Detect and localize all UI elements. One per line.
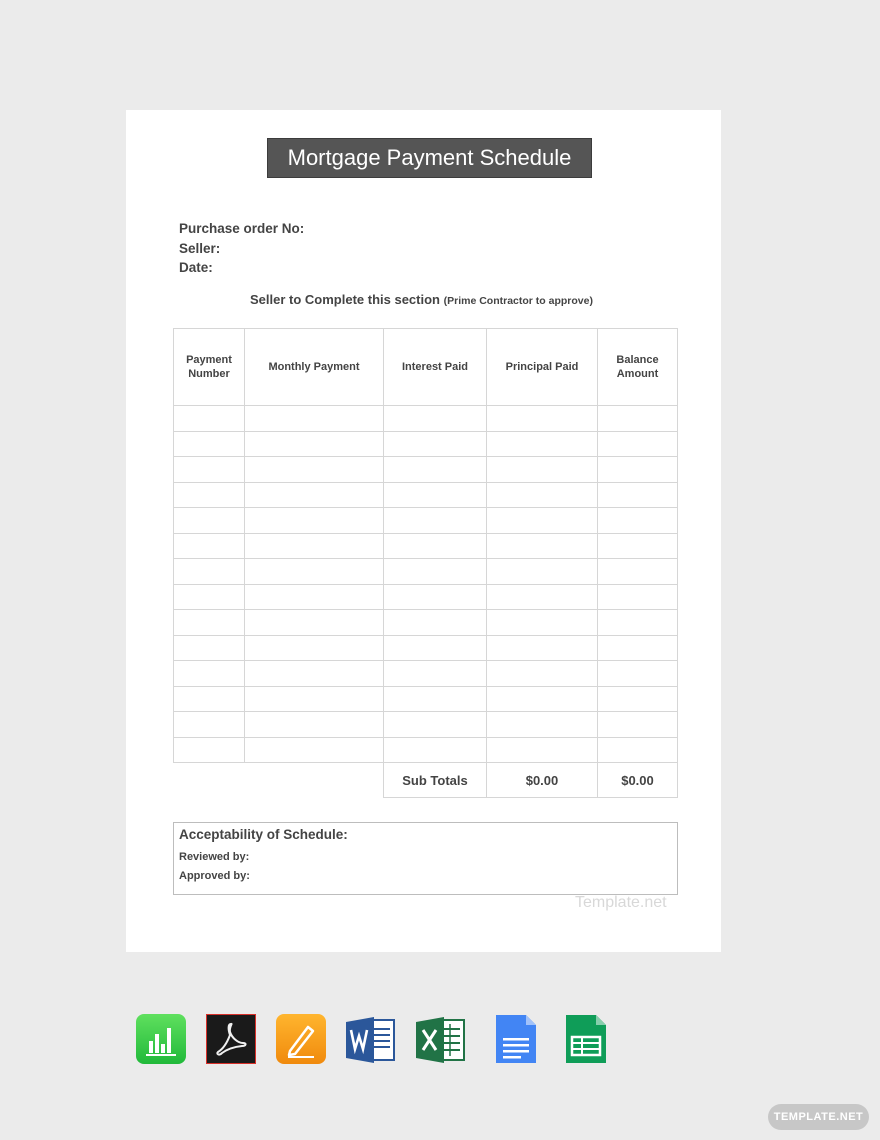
- cell-interest-paid[interactable]: [384, 431, 487, 457]
- watermark: Template.net: [575, 894, 667, 911]
- cell-payment-number[interactable]: [174, 584, 245, 610]
- cell-principal-paid[interactable]: [487, 482, 598, 508]
- cell-interest-paid[interactable]: [384, 508, 487, 534]
- cell-principal-paid[interactable]: [487, 457, 598, 483]
- cell-monthly-payment[interactable]: [245, 406, 384, 432]
- cell-payment-number[interactable]: [174, 406, 245, 432]
- cell-monthly-payment[interactable]: [245, 482, 384, 508]
- table-row: [174, 737, 678, 763]
- cell-balance-amount[interactable]: [598, 406, 678, 432]
- section-note-main: Seller to Complete this section: [250, 292, 440, 307]
- header-balance-amount: Balance Amount: [598, 329, 678, 406]
- template-net-badge[interactable]: TEMPLATE.NET: [768, 1104, 869, 1130]
- meta-fields: [179, 219, 304, 278]
- cell-balance-amount[interactable]: [598, 661, 678, 687]
- table-row: [174, 635, 678, 661]
- section-note-sub: (Prime Contractor to approve): [443, 295, 593, 307]
- table-row: [174, 482, 678, 508]
- google-sheets-icon[interactable]: [556, 1014, 606, 1064]
- header-principal-paid: Principal Paid: [487, 329, 598, 406]
- cell-balance-amount[interactable]: [598, 508, 678, 534]
- table-row: [174, 661, 678, 687]
- cell-monthly-payment[interactable]: [245, 559, 384, 585]
- cell-payment-number[interactable]: [174, 482, 245, 508]
- cell-principal-paid[interactable]: [487, 610, 598, 636]
- cell-payment-number[interactable]: [174, 457, 245, 483]
- cell-interest-paid[interactable]: [384, 482, 487, 508]
- cell-interest-paid[interactable]: [384, 686, 487, 712]
- table-row: [174, 533, 678, 559]
- cell-monthly-payment[interactable]: [245, 533, 384, 559]
- cell-payment-number[interactable]: [174, 737, 245, 763]
- approved-by-field: Approved by:: [179, 870, 250, 882]
- cell-interest-paid[interactable]: [384, 661, 487, 687]
- table-row: [174, 584, 678, 610]
- cell-monthly-payment[interactable]: [245, 431, 384, 457]
- cell-payment-number[interactable]: [174, 635, 245, 661]
- cell-monthly-payment[interactable]: [245, 635, 384, 661]
- cell-monthly-payment[interactable]: [245, 610, 384, 636]
- cell-payment-number[interactable]: [174, 431, 245, 457]
- cell-balance-amount[interactable]: [598, 737, 678, 763]
- cell-monthly-payment[interactable]: [245, 686, 384, 712]
- cell-payment-number[interactable]: [174, 508, 245, 534]
- cell-principal-paid[interactable]: [487, 661, 598, 687]
- table-row: [174, 508, 678, 534]
- payment-schedule-table: [173, 328, 678, 798]
- cell-balance-amount[interactable]: [598, 482, 678, 508]
- cell-interest-paid[interactable]: [384, 533, 487, 559]
- header-monthly-payment: Monthly Payment: [245, 329, 384, 406]
- cell-principal-paid[interactable]: [487, 508, 598, 534]
- cell-balance-amount[interactable]: [598, 559, 678, 585]
- table-row: [174, 457, 678, 483]
- table-row: [174, 559, 678, 585]
- cell-monthly-payment[interactable]: [245, 508, 384, 534]
- reviewed-by-field: Reviewed by:: [179, 851, 250, 863]
- cell-monthly-payment[interactable]: [245, 737, 384, 763]
- cell-payment-number[interactable]: [174, 661, 245, 687]
- cell-interest-paid[interactable]: [384, 406, 487, 432]
- cell-interest-paid[interactable]: [384, 712, 487, 738]
- cell-interest-paid[interactable]: [384, 635, 487, 661]
- cell-principal-paid[interactable]: [487, 712, 598, 738]
- cell-balance-amount[interactable]: [598, 431, 678, 457]
- subtotals-row: [174, 763, 678, 798]
- cell-balance-amount[interactable]: [598, 610, 678, 636]
- cell-interest-paid[interactable]: [384, 610, 487, 636]
- table-row: [174, 686, 678, 712]
- table-row: [174, 712, 678, 738]
- cell-principal-paid[interactable]: [487, 406, 598, 432]
- table-row: [174, 431, 678, 457]
- cell-principal-paid[interactable]: [487, 559, 598, 585]
- pages-icon[interactable]: [276, 1014, 326, 1064]
- cell-principal-paid[interactable]: [487, 584, 598, 610]
- cell-payment-number[interactable]: [174, 533, 245, 559]
- google-docs-icon[interactable]: [486, 1014, 536, 1064]
- cell-principal-paid[interactable]: [487, 635, 598, 661]
- cell-payment-number[interactable]: [174, 559, 245, 585]
- cell-payment-number[interactable]: [174, 686, 245, 712]
- cell-balance-amount[interactable]: [598, 635, 678, 661]
- cell-interest-paid[interactable]: [384, 559, 487, 585]
- subtotal-balance: $0.00: [598, 763, 678, 798]
- cell-balance-amount[interactable]: [598, 712, 678, 738]
- seller-field: Seller:: [179, 240, 221, 256]
- cell-payment-number[interactable]: [174, 610, 245, 636]
- cell-monthly-payment[interactable]: [245, 457, 384, 483]
- word-icon[interactable]: [346, 1014, 396, 1064]
- numbers-icon[interactable]: [136, 1014, 186, 1064]
- cell-principal-paid[interactable]: [487, 533, 598, 559]
- cell-principal-paid[interactable]: [487, 431, 598, 457]
- document-page: [126, 110, 721, 952]
- cell-interest-paid[interactable]: [384, 457, 487, 483]
- table-row: [174, 406, 678, 432]
- cell-interest-paid[interactable]: [384, 584, 487, 610]
- header-payment-number: Payment Number: [174, 329, 245, 406]
- document-title: Mortgage Payment Schedule: [267, 138, 592, 178]
- header-interest-paid: Interest Paid: [384, 329, 487, 406]
- cell-principal-paid[interactable]: [487, 737, 598, 763]
- cell-interest-paid[interactable]: [384, 737, 487, 763]
- acceptability-heading: Acceptability of Schedule:: [179, 827, 348, 842]
- cell-balance-amount[interactable]: [598, 457, 678, 483]
- cell-balance-amount[interactable]: [598, 533, 678, 559]
- cell-monthly-payment[interactable]: [245, 584, 384, 610]
- acrobat-pdf-icon[interactable]: [206, 1014, 256, 1064]
- acceptability-box: [173, 822, 678, 895]
- table-row: [174, 610, 678, 636]
- table-header-row: [174, 329, 678, 406]
- cell-principal-paid[interactable]: [487, 686, 598, 712]
- subtotal-principal: $0.00: [487, 763, 598, 798]
- cell-monthly-payment[interactable]: [245, 661, 384, 687]
- subtotals-label: Sub Totals: [384, 763, 487, 798]
- cell-payment-number[interactable]: [174, 712, 245, 738]
- excel-icon[interactable]: [416, 1014, 466, 1064]
- format-icons: [136, 1014, 616, 1066]
- cell-balance-amount[interactable]: [598, 686, 678, 712]
- cell-monthly-payment[interactable]: [245, 712, 384, 738]
- cell-balance-amount[interactable]: [598, 584, 678, 610]
- purchase-order-field: Purchase order No:: [179, 221, 305, 236]
- date-field: Date:: [179, 260, 213, 275]
- section-note: [250, 292, 593, 307]
